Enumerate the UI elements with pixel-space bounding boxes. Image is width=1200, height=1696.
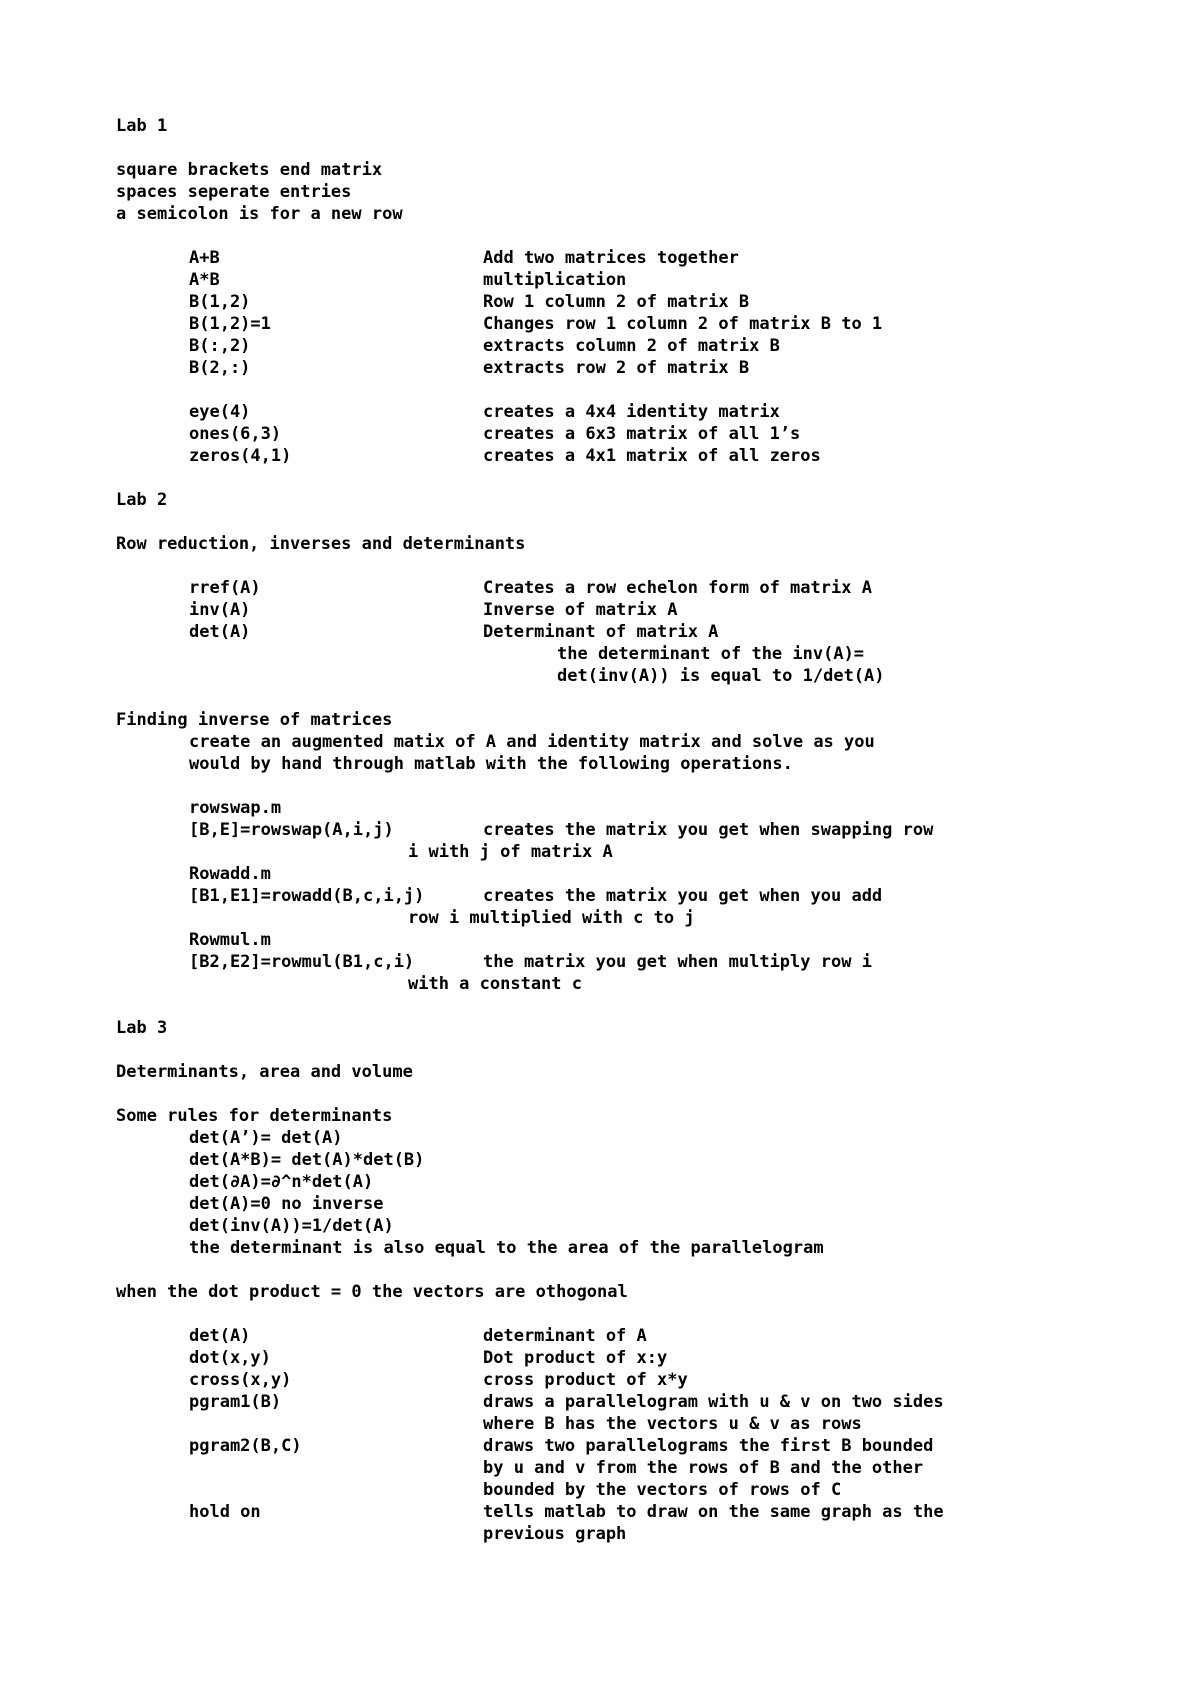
command-desc-cont: where B has the vectors u & v as rows [483,1414,862,1434]
command-name: zeros(4,1) [189,446,292,466]
command-row [116,1325,1116,1347]
command-row [116,423,1116,445]
command-desc: Determinant of matrix A [483,622,719,642]
command-row [116,357,1116,379]
command-desc: Inverse of matrix A [483,600,678,620]
operation-desc: creates the matrix you get when you add [483,886,883,906]
command-name: ones(6,3) [189,424,282,444]
command-name: A*B [189,270,220,290]
command-row [116,577,1116,599]
rule-line: det(A*B)= det(A)*det(B) [189,1150,425,1170]
command-desc: creates a 4x4 identity matrix [483,402,780,422]
command-name: cross(x,y) [189,1370,292,1390]
lab3-subtitle: Determinants, area and volume [116,1062,413,1082]
command-desc: multiplication [483,270,627,290]
command-name: det(A) [189,622,251,642]
command-row [116,1347,1116,1369]
rule-line: det(A)=0 no inverse [189,1194,384,1214]
lab2-title: Lab 2 [116,490,168,510]
command-name: det(A) [189,1326,251,1346]
command-desc: tells matlab to draw on the same graph as the [483,1502,944,1522]
operation-desc-cont: row i multiplied with c to j [408,908,695,928]
operation-file: rowswap.m [189,798,282,818]
lab2-subtitle: Row reduction, inverses and determinants [116,534,526,554]
command-row [116,445,1116,467]
command-row [116,291,1116,313]
lab1-intro-line: square brackets end matrix [116,160,383,180]
command-desc: creates a 4x1 matrix of all zeros [483,446,821,466]
command-desc-cont: previous graph [483,1524,627,1544]
command-name: B(:,2) [189,336,251,356]
lab1-intro-line: spaces seperate entries [116,182,352,202]
command-name: hold on [189,1502,261,1522]
command-desc: extracts row 2 of matrix B [483,358,750,378]
command-desc: Row 1 column 2 of matrix B [483,292,750,312]
command-row [116,313,1116,335]
lab3-title: Lab 3 [116,1018,168,1038]
command-row [116,1501,1116,1523]
command-desc: draws a parallelogram with u & v on two sides [483,1392,944,1412]
operation-row [116,951,1116,973]
operation-desc: the matrix you get when multiply row i [483,952,872,972]
operation-file: Rowmul.m [189,930,271,950]
det-note-line: det(inv(A)) is equal to 1/det(A) [557,666,885,686]
command-row [116,247,1116,269]
command-row [116,335,1116,357]
command-row [116,1435,1116,1457]
inverse-heading: Finding inverse of matrices [116,710,393,730]
command-row [116,1369,1116,1391]
lab1-intro-line: a semicolon is for a new row [116,204,403,224]
command-desc: draws two parallelograms the first B bounded [483,1436,934,1456]
operation-row [116,885,1116,907]
command-desc: extracts column 2 of matrix B [483,336,780,356]
command-name: A+B [189,248,220,268]
command-row [116,1391,1116,1413]
command-name: pgram2(B,C) [189,1436,302,1456]
rule-line: det(A’)= det(A) [189,1128,343,1148]
lab1-title: Lab 1 [116,116,168,136]
operation-cmd: [B,E]=rowswap(A,i,j) [189,820,394,840]
operation-desc-cont: i with j of matrix A [408,842,613,862]
command-desc: determinant of A [483,1326,647,1346]
operation-file: Rowadd.m [189,864,271,884]
inverse-text-line: would by hand through matlab with the following operations. [189,754,793,774]
command-name: pgram1(B) [189,1392,282,1412]
rules-heading: Some rules for determinants [116,1106,393,1126]
operation-row [116,819,1116,841]
det-note-line: the determinant of the inv(A)= [557,644,865,664]
command-desc: Dot product of x:y [483,1348,668,1368]
document-page [116,115,1116,1545]
dot-note: when the dot product = 0 the vectors are othogonal [116,1282,628,1302]
command-name: rref(A) [189,578,261,598]
operation-desc: creates the matrix you get when swapping row [483,820,934,840]
rule-line: the determinant is also equal to the area of the parallelogram [189,1238,824,1258]
command-desc: Creates a row echelon form of matrix A [483,578,872,598]
command-desc: Add two matrices together [483,248,739,268]
command-name: eye(4) [189,402,251,422]
operation-cmd: [B1,E1]=rowadd(B,c,i,j) [189,886,425,906]
rule-line: det(inv(A))=1/det(A) [189,1216,394,1236]
command-row [116,621,1116,643]
inverse-text-line: create an augmented matix of A and identity matrix and solve as you [189,732,875,752]
command-name: B(1,2)=1 [189,314,271,334]
command-name: B(2,:) [189,358,251,378]
command-desc-cont: bounded by the vectors of rows of C [483,1480,842,1500]
command-desc: Changes row 1 column 2 of matrix B to 1 [483,314,883,334]
command-name: inv(A) [189,600,251,620]
command-desc: creates a 6x3 matrix of all 1’s [483,424,801,444]
command-name: dot(x,y) [189,1348,271,1368]
operation-cmd: [B2,E2]=rowmul(B1,c,i) [189,952,415,972]
command-desc: cross product of x*y [483,1370,688,1390]
command-name: B(1,2) [189,292,251,312]
command-desc-cont: by u and v from the rows of B and the other [483,1458,924,1478]
command-row [116,269,1116,291]
command-row [116,401,1116,423]
operation-desc-cont: with a constant c [408,974,582,994]
rule-line: det(∂A)=∂^n*det(A) [189,1172,374,1192]
command-row [116,599,1116,621]
